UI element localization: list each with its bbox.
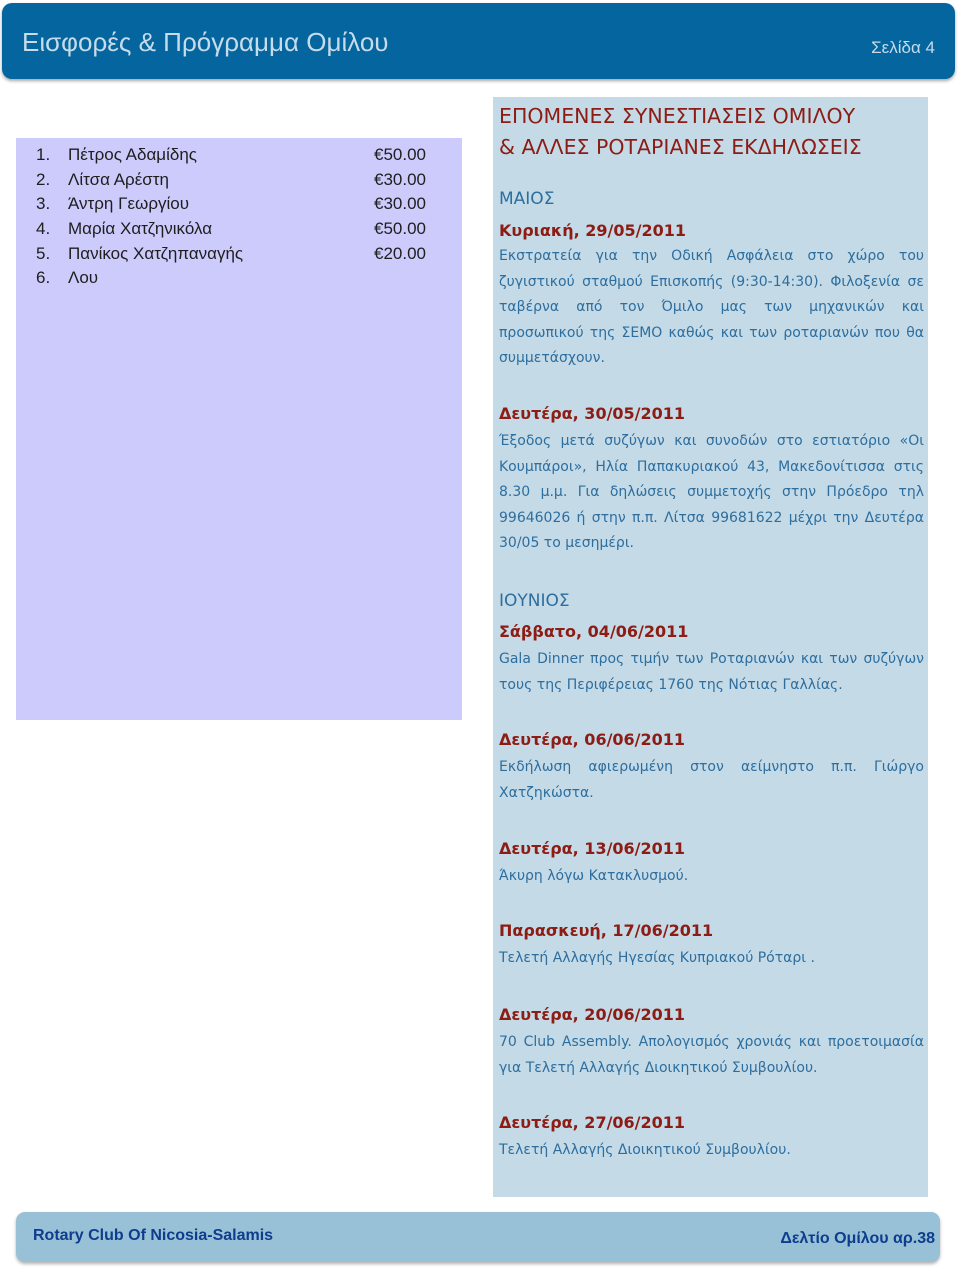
contribution-amount: €20.00 xyxy=(374,243,426,263)
page-title: Εισφορές & Πρόγραμμα Ομίλου xyxy=(22,27,389,57)
item-number: 5. xyxy=(36,243,51,263)
event-description: Άκυρη λόγω Κατακλυσμού. xyxy=(499,868,689,884)
contributor-name: Άντρη Γεωργίου xyxy=(68,194,190,214)
list-item xyxy=(36,168,426,193)
event-description: Τελετή Αλλαγής Διοικητικού Συμβουλίου. xyxy=(499,1142,791,1158)
event-date: Κυριακή, 29/05/2011 xyxy=(499,221,687,240)
contribution-amount: €30.00 xyxy=(374,169,426,189)
month-june: ΙΟΥΝΙΟΣ xyxy=(499,591,570,611)
page-number: Σελίδα 4 xyxy=(871,38,935,57)
event-date: Δευτέρα, 20/06/2011 xyxy=(499,1005,686,1024)
list-item xyxy=(36,192,426,217)
item-number: 1. xyxy=(36,145,51,165)
event-description: 70 Club Assembly. Απολογισμός χρονιάς και προετοιμασία για Τελετή Αλλαγής Διοικητικού Συμβουλίου. xyxy=(499,1034,924,1076)
item-number: 2. xyxy=(36,169,51,189)
page-header xyxy=(2,3,955,79)
item-number: 6. xyxy=(36,268,51,288)
event-date: Δευτέρα, 13/06/2011 xyxy=(499,839,686,858)
item-number: 4. xyxy=(36,219,51,239)
contributor-name: Λίτσα Αρέστη xyxy=(68,169,169,189)
events-heading xyxy=(499,101,862,163)
event-description: Τελετή Αλλαγής Ηγεσίας Κυπριακού Ρόταρι . xyxy=(499,950,815,966)
club-name: Rotary Club Of Nicosia-Salamis xyxy=(33,1227,274,1244)
issue-number: Δελτίο Ομίλου αρ.38 xyxy=(780,1230,935,1247)
event-description: Εκδήλωση αφιερωμένη στον αείμνηστο π.π. Γιώργο Χατζηκώστα. xyxy=(499,759,924,801)
contributor-name: Λου xyxy=(68,268,99,288)
page-footer xyxy=(16,1212,940,1262)
event-description: Έξοδος μετά συζύγων και συνοδών στο εστιατόριο «Οι Κουμπάροι», Ηλία Παπακυριακού 43, Μακεδονίτισσα στις 8.30 μ.μ. Για δηλώσεις συμμετοχής στην Πρόεδρο τηλ 99646026 ή στην π.π. Λίτσα 99681622 μέχρι την Δευτέρα 30/05 το μεσημέρι. xyxy=(499,433,924,551)
list-item xyxy=(36,217,426,242)
events-box xyxy=(493,97,928,1197)
heading-line-1: ΕΠΟΜΕΝΕΣ ΣΥΝΕΣΤΙΑΣΕΙΣ ΟΜΙΛΟΥ xyxy=(499,104,856,128)
contributions-list xyxy=(36,143,426,291)
contributor-name: Πανίκος Χατζηπαναγής xyxy=(68,243,244,263)
event-description: Gala Dinner προς τιμήν των Ροταριανών και των συζύγων τους της Περιφέρειας 1760 της Νότιας Γαλλίας. xyxy=(499,651,924,693)
item-number: 3. xyxy=(36,194,51,214)
event-date: Δευτέρα, 30/05/2011 xyxy=(499,404,686,423)
event-date: Σάββατο, 04/06/2011 xyxy=(499,622,689,641)
heading-line-2: & ΑΛΛΕΣ ΡΟΤΑΡΙΑΝΕΣ ΕΚΔΗΛΩΣΕΙΣ xyxy=(499,135,862,159)
event-date: Δευτέρα, 06/06/2011 xyxy=(499,730,686,749)
list-item xyxy=(36,241,426,266)
event-description: Εκστρατεία για την Οδική Ασφάλεια στο χώρο του ζυγιστικού σταθμού Επισκοπής (9:30-14:30). Φιλοξενία σε ταβέρνα από τον Όμιλο μας των μηχανικών και προσωπικού της ΣΕΜΟ καθώς και των ροταριανών που θα συμμετάσχουν. xyxy=(499,248,924,366)
contribution-amount: €30.00 xyxy=(374,194,426,214)
contribution-amount: €50.00 xyxy=(374,145,426,165)
list-item xyxy=(36,266,426,291)
contributor-name: Μαρία Χατζηνικόλα xyxy=(68,219,213,239)
contributions-box xyxy=(16,138,462,720)
event-date: Παρασκευή, 17/06/2011 xyxy=(499,921,714,940)
event-date: Δευτέρα, 27/06/2011 xyxy=(499,1113,686,1132)
month-may: ΜΑΙΟΣ xyxy=(499,189,555,209)
list-item xyxy=(36,143,426,168)
contribution-amount: €50.00 xyxy=(374,219,426,239)
contributor-name: Πέτρος Αδαμίδης xyxy=(68,145,197,165)
